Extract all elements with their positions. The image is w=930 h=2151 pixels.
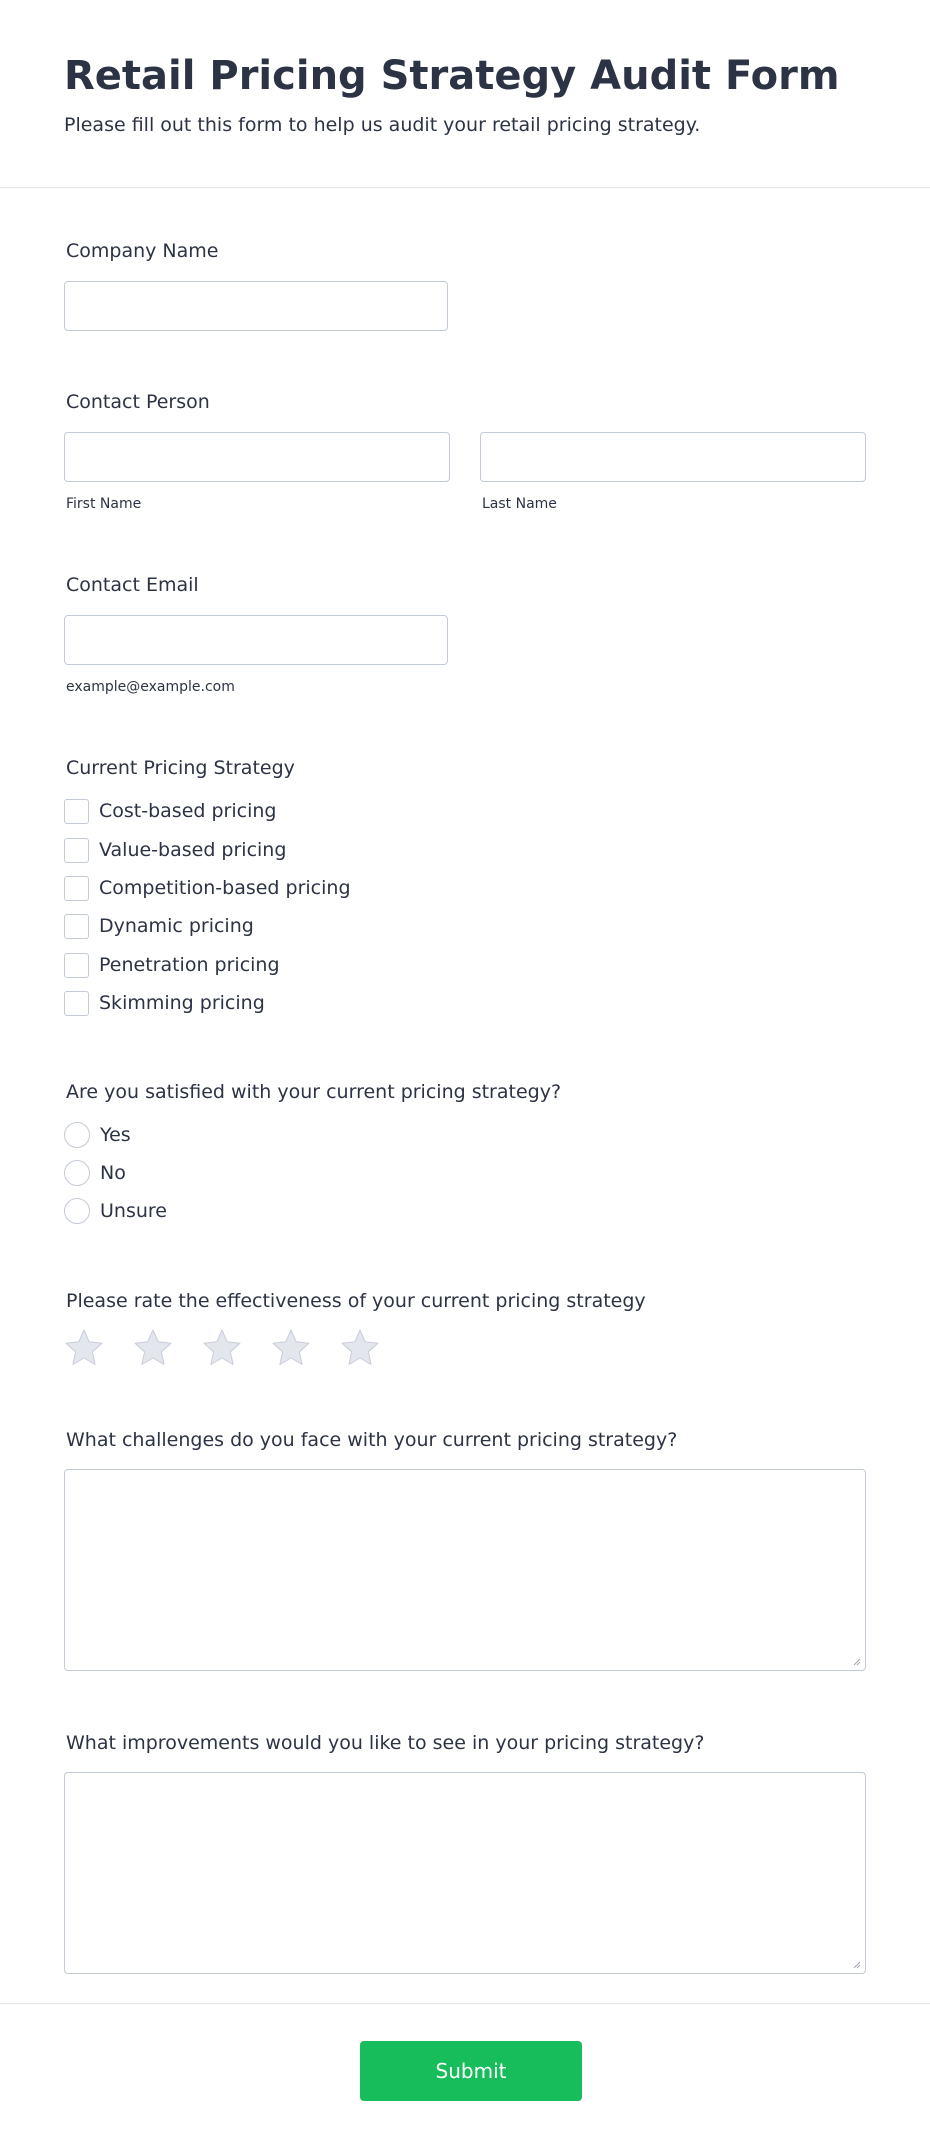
company-name-input[interactable] (64, 281, 448, 331)
improvements-textarea[interactable] (64, 1772, 866, 1974)
radio-option[interactable] (64, 1160, 126, 1186)
checkbox[interactable] (64, 838, 89, 863)
checkbox[interactable] (64, 953, 89, 978)
satisfaction-label: Are you satisfied with your current pricing strategy? (66, 1081, 562, 1103)
last-name-input[interactable] (480, 432, 866, 482)
contact-email-input[interactable] (64, 615, 448, 665)
resize-grip-icon[interactable] (853, 1961, 861, 1969)
contact-email-label: Contact Email (66, 574, 199, 596)
radio-option-label: Unsure (100, 1200, 167, 1222)
star-icon[interactable] (340, 1328, 380, 1368)
checkbox-option[interactable] (64, 798, 276, 824)
radio-option[interactable] (64, 1122, 131, 1148)
footer-divider (0, 2003, 930, 2004)
challenges-label: What challenges do you face with your current pricing strategy? (66, 1429, 678, 1451)
checkbox-option-label: Cost-based pricing (99, 800, 277, 822)
last-name-sublabel: Last Name (482, 496, 557, 512)
form-subtitle: Please fill out this form to help us audit your retail pricing strategy. (64, 114, 701, 136)
contact-email-sublabel: example@example.com (66, 679, 235, 695)
star-icon[interactable] (64, 1328, 104, 1368)
checkbox-option-label: Skimming pricing (99, 992, 265, 1014)
checkbox-option-label: Competition-based pricing (99, 877, 351, 899)
star-icon[interactable] (133, 1328, 173, 1368)
checkbox-option[interactable] (64, 875, 351, 901)
radio-button[interactable] (64, 1122, 90, 1148)
checkbox[interactable] (64, 876, 89, 901)
checkbox-option[interactable] (64, 913, 254, 939)
radio-button[interactable] (64, 1198, 90, 1224)
checkbox[interactable] (64, 799, 89, 824)
first-name-input[interactable] (64, 432, 450, 482)
challenges-textarea[interactable] (64, 1469, 866, 1671)
checkbox-option-label: Dynamic pricing (99, 915, 254, 937)
radio-button[interactable] (64, 1160, 90, 1186)
radio-option[interactable] (64, 1198, 167, 1224)
contact-person-label: Contact Person (66, 391, 210, 413)
checkbox-option-label: Penetration pricing (99, 954, 280, 976)
pricing-strategy-label: Current Pricing Strategy (66, 757, 295, 779)
checkbox-option[interactable] (64, 952, 280, 978)
checkbox[interactable] (64, 991, 89, 1016)
first-name-sublabel: First Name (66, 496, 142, 512)
checkbox-option[interactable] (64, 837, 286, 863)
form-title: Retail Pricing Strategy Audit Form (64, 53, 840, 99)
star-icon[interactable] (202, 1328, 242, 1368)
star-icon[interactable] (271, 1328, 311, 1368)
improvements-label: What improvements would you like to see in your pricing strategy? (66, 1732, 705, 1754)
form-header (0, 0, 930, 188)
star-rating[interactable] (64, 1328, 409, 1368)
rating-label: Please rate the effectiveness of your current pricing strategy (66, 1290, 646, 1312)
resize-grip-icon[interactable] (853, 1658, 861, 1666)
company-name-label: Company Name (66, 240, 219, 262)
checkbox-option-label: Value-based pricing (99, 839, 287, 861)
radio-option-label: No (100, 1162, 126, 1184)
radio-option-label: Yes (100, 1124, 131, 1146)
checkbox[interactable] (64, 914, 89, 939)
submit-button[interactable]: Submit (360, 2041, 582, 2101)
checkbox-option[interactable] (64, 990, 265, 1016)
